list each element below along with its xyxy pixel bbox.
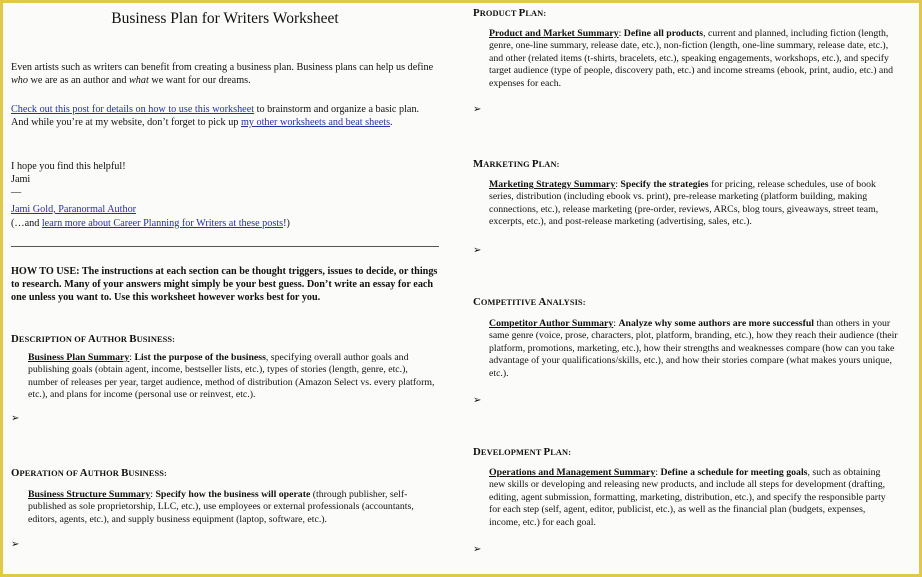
- marketing-answer-bullet[interactable]: ➢: [473, 245, 482, 256]
- signature-dash: —: [11, 187, 22, 198]
- development-answer-bullet[interactable]: ➢: [473, 544, 482, 555]
- competitive-summary: Competitor Author Summary: Analyze why some authors are more successful than others in your same genre (voice, prose, characters, plot, platform, branding, etc.), how they reach their audience (their platform, promotions, marketing, etc.), how their strengths and weaknesses compare (how can you take advantage of your qualifications/skills, etc.), and how their stories compare (what makes yours unique, etc.).: [489, 318, 898, 379]
- author-link[interactable]: Jami Gold, Paranormal Author: [11, 204, 137, 215]
- summary-lead: Define a schedule for meeting goals: [660, 467, 808, 478]
- page-title: Business Plan for Writers Worksheet: [111, 10, 339, 27]
- summary-text: than others in your same genre (voice, prose, characters, plot, platform, branding, etc.), how they reach their audience (their platform, promotions, marketing, etc.), how their strengths and weaknesses compare (how can you take advantage of your qualifications/skills, etc.), and how their stories compare (what makes yours unique, etc.).: [489, 318, 898, 379]
- worksheet-text: to brainstorm and organize a basic plan. And while you’re at my website, don’t forget to pick up: [11, 104, 420, 128]
- summary-text: , current and planned, including fiction (length, genre, one-line summary, release date, etc.), non-fiction (length, one-line summary, release date, etc.), and other (related items (t-shirts, bracelets, etc.), speaking engagements, workshops, etc.), and specify target audience (type of people, discovery path, etc.) and income streams (ebook, print, audio, etc.) and expenses for each.: [489, 28, 894, 89]
- summary-label: Marketing Strategy Summary: [489, 179, 616, 190]
- period: .: [390, 117, 393, 128]
- hope-text: I hope you find this helpful!: [11, 161, 126, 172]
- author-line: [11, 203, 136, 216]
- summary-label: Business Structure Summary: [28, 489, 151, 500]
- career-line: [11, 217, 290, 230]
- development-summary: Operations and Management Summary: Define a schedule for meeting goals, such as obtaining new skills or developing and releasing new products, and include all steps for development (drafting, editing, agent submission, formatting, marketing, distribution, etc.), and specify the responsible party for each step (self, agent, editor, publicist, etc.), as well as the financial plan (budgets, expenses, income, etc.) for each goal.: [489, 467, 886, 528]
- operation-summary: Business Structure Summary: Specify how the business will operate (through publisher, self-published as sole proprietorship, LLC, etc.), use employees or external professionals (accountants, editors, agents, etc.), and supply business equipment (laptop, software, etc.).: [28, 489, 414, 525]
- summary-lead: Specify how the business will operate: [155, 489, 311, 500]
- worksheet-page: [3, 3, 919, 574]
- intro-paragraph: [11, 61, 439, 87]
- how-to-use: HOW TO USE: The instructions at each section can be thought triggers, issues to decide, or things to research. Many of your answers might simply be your best guess. Don’t write an essay for each one unless you want to. Use this worksheet however works best for you.: [11, 266, 438, 303]
- summary-label: Operations and Management Summary: [489, 467, 656, 478]
- career-link[interactable]: learn more about Career Planning for Writers at these posts: [41, 218, 284, 229]
- summary-text: for pricing, release schedules, use of book series, distribution (including ebook vs. print), pre-release marketing (platform building, making connections, etc.), release marketing (pre-order, reviews, ARCs, blog tours, giveaways, street team, excerpts, etc.), and post-release marketing (advertising, sales, etc.).: [489, 179, 879, 228]
- summary-lead: Define all products: [623, 28, 704, 39]
- intro-who: who: [11, 75, 28, 86]
- summary-text: (through publisher, self-published as sole proprietorship, LLC, etc.), use employees or external professionals (accountants, editors, agents, etc.), and supply business equipment (laptop, software, etc.).: [28, 489, 414, 525]
- intro-text-2: we are as an author and: [27, 75, 129, 86]
- summary-label: Competitor Author Summary: [489, 318, 614, 329]
- competitive-answer-bullet[interactable]: ➢: [473, 395, 482, 406]
- divider: [11, 246, 439, 247]
- career-text-end: !): [283, 218, 290, 229]
- product-answer-bullet[interactable]: ➢: [473, 104, 482, 115]
- product-summary: Product and Market Summary: Define all products, current and planned, including fiction (length, genre, one-line summary, release date, etc.), non-fiction (length, one-line summary, release date, etc.), and other (related items (t-shirts, bracelets, etc.), speaking engagements, workshops, etc.), and specify target audience (type of people, discovery path, etc.) and income streams (ebook, print, audio, etc.) and expenses for each.: [489, 28, 894, 89]
- operation-heading: OPERATION OF AUTHOR BUSINESS:: [11, 467, 167, 479]
- description-answer-bullet[interactable]: ➢: [11, 413, 20, 424]
- marketing-summary: Marketing Strategy Summary: Specify the strategies for pricing, release schedules, use of book series, distribution (including ebook vs. print), pre-release marketing (platform building, making connections, etc.), release marketing (pre-order, reviews, ARCs, blog tours, giveaways, street team, excerpts, etc.), and post-release marketing (advertising, sales, etc.).: [489, 179, 879, 228]
- signature: Jami: [11, 174, 31, 185]
- marketing-heading: MARKETING PLAN:: [473, 158, 560, 170]
- summary-lead: Specify the strategies: [620, 179, 709, 190]
- intro-text: Even artists such as writers can benefit from creating a business plan. Business plans can help us define: [11, 62, 434, 73]
- summary-text: , specifying overall author goals and publishing goals (obtain agent, income, bestseller lists, etc.), types of stories (length, genre, etc.), number of releases per year, target audience, method of distribution (Amazon Select vs. every platform, etc.), and plans for income (personal use or reinvest, etc.).: [28, 352, 435, 401]
- summary-lead: List the purpose of the business: [134, 352, 266, 363]
- summary-text: , such as obtaining new skills or developing and releasing new products, and include all steps for development (drafting, editing, agent submission, formatting, marketing, distribution, etc.), and specify the responsible party for each step (self, agent, editor, publicist, etc.), as well as the financial plan (budgets, expenses, income, etc.) for each goal.: [489, 467, 886, 528]
- description-summary: Business Plan Summary: List the purpose of the business, specifying overall author goals and publishing goals (obtain agent, income, bestseller lists, etc.), types of stories (length, genre, etc.), number of releases per year, target audience, method of distribution (Amazon Select vs. every platform, etc.), and plans for income (personal use or reinvest, etc.).: [28, 352, 435, 401]
- development-heading: DEVELOPMENT PLAN:: [473, 446, 572, 458]
- summary-label: Business Plan Summary: [28, 352, 130, 363]
- product-heading: PRODUCT PLAN:: [473, 7, 547, 19]
- career-text: (…and: [11, 218, 42, 229]
- other-worksheets-link[interactable]: my other worksheets and beat sheets: [240, 117, 391, 128]
- operation-answer-bullet[interactable]: ➢: [11, 539, 20, 550]
- how-to-use-link[interactable]: Check out this post for details on how to use this worksheet: [11, 104, 255, 115]
- intro-what: what: [128, 75, 149, 86]
- description-heading: DESCRIPTION OF AUTHOR BUSINESS:: [11, 333, 176, 345]
- summary-lead: Analyze why some authors are more successful: [618, 318, 815, 329]
- intro-text-3: we want for our dreams.: [148, 75, 251, 86]
- summary-label: Product and Market Summary: [489, 28, 619, 39]
- worksheet-paragraph: [11, 103, 431, 129]
- competitive-heading: COMPETITIVE ANALYSIS:: [473, 296, 586, 308]
